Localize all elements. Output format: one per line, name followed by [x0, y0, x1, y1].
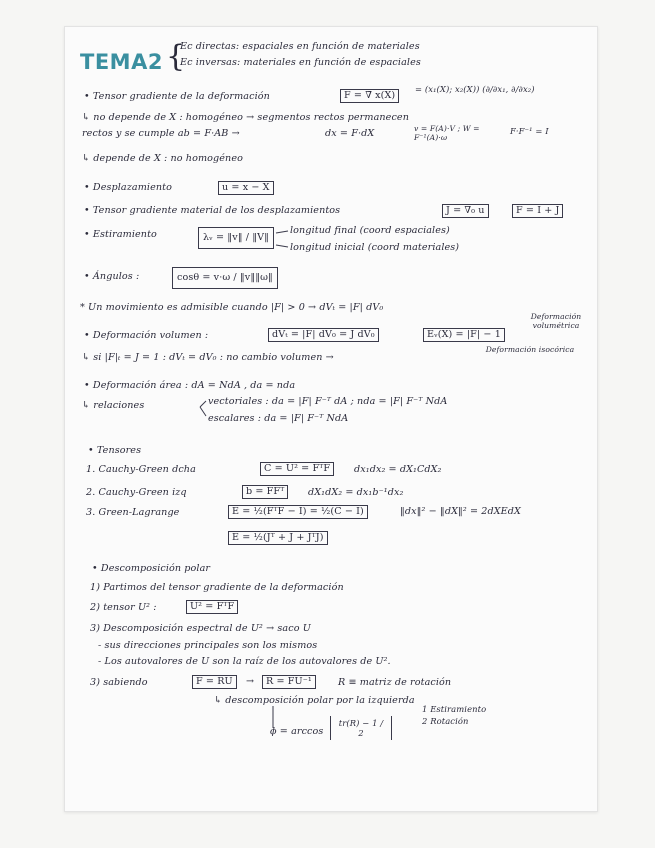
area-label: • Deformación área : dA = NdA , da = nda — [84, 380, 296, 391]
arrow-initial-length — [276, 245, 288, 247]
gradient-note-1: ↳ no depende de X : homogéneo → segmentos rectos permanecen — [82, 112, 409, 123]
page-title: TEMA2 — [80, 50, 163, 74]
intro-direct: Ec directas: espaciales en función de materiales — [180, 41, 420, 52]
area-relations: ↳ relaciones — [82, 400, 145, 411]
gradient-note-3: ↳ depende de X : no homogéneo — [82, 153, 243, 164]
volume-formula-2: Eᵥ(X) = |F| − 1 — [423, 328, 505, 342]
polar-detail-2: - Los autovalores de U son la raíz de los autovalores de U². — [98, 656, 391, 667]
phi-formula-label: ϕ = arccos — [270, 726, 324, 737]
stretch-formula: λᵥ = ‖v‖ / ‖V‖ — [198, 227, 274, 249]
displacement-label: • Desplazamiento — [84, 182, 172, 193]
polar-step-2-label: 2) tensor U² : — [90, 602, 157, 613]
polar-step-2-formula: U² = FᵀF — [186, 600, 238, 614]
polar-left: ↳ descomposición polar por la izquierda — [214, 695, 415, 706]
polar-step-3: 3) Descomposición espectral de U² → saco U — [90, 623, 311, 634]
stretch-label: • Estiramiento — [84, 229, 157, 240]
green-lagrange-formula-2: E = ½(Jᵀ + J + JᵀJ) — [228, 531, 328, 545]
polar-step-4-label: 3) sabiendo — [90, 677, 148, 688]
admissible-text: * Un movimiento es admisible cuando |F| > 0 → dVₜ = |F| dV₀ — [80, 302, 384, 313]
volume-iso-note: Deformación isocórica — [485, 345, 575, 354]
polar-detail-1: - sus direcciones principales son los mismos — [98, 640, 318, 651]
arrow-scalar-relations — [200, 407, 206, 416]
gradient-matrix: = (x₁(X); x₂(X)) (∂/∂x₁, ∂/∂x₂) — [415, 84, 535, 94]
polar-step-4-formula-2: R = FU⁻¹ — [262, 675, 316, 689]
area-scalar: escalares : da = |F| F⁻ᵀ NdA — [208, 413, 349, 424]
cauchy-green-left-formula: b = FFᵀ — [242, 485, 288, 499]
green-lagrange-label: 3. Green-Lagrange — [86, 507, 180, 518]
intro-brace: { — [166, 39, 186, 74]
gradient-note-2a: rectos y se cumple ab = F·AB → — [82, 128, 240, 139]
polar-step-1: 1) Partimos del tensor gradiente de la deformación — [90, 582, 344, 593]
angles-label: • Ángulos : — [84, 271, 140, 282]
cauchy-green-left-label: 2. Cauchy-Green izq — [86, 487, 187, 498]
material-gradient-formula-2: F = I + J — [512, 204, 563, 218]
polar-label: • Descomposición polar — [92, 563, 211, 574]
intro-inverse: Ec inversas: materiales en función de espaciales — [180, 57, 421, 68]
green-lagrange-formula: E = ½(FᵀF − I) = ½(C − I) — [228, 505, 368, 519]
polar-left-rotation: 2 Rotación — [422, 716, 469, 726]
gradient-note-2c: v = F(A)·V ; W = F⁻¹(A)·ω — [414, 124, 480, 142]
phi-formula-fraction: tr(R) − 1 / 2 — [330, 716, 392, 740]
cauchy-green-right-note: dx₁dx₂ = dX₁CdX₂ — [354, 464, 442, 475]
cauchy-green-right-label: 1. Cauchy-Green dcha — [86, 464, 196, 475]
angles-formula: cosθ = v·ω / ‖v‖‖ω‖ — [172, 267, 278, 289]
cauchy-green-left-note: dX₁dX₂ = dx₁b⁻¹dx₂ — [308, 487, 404, 498]
volume-label: • Deformación volumen : — [84, 330, 209, 341]
polar-step-4-note: R ≡ matriz de rotación — [338, 677, 452, 688]
arrow-vector-relations — [200, 401, 206, 407]
gradient-label: • Tensor gradiente de la deformación — [84, 91, 270, 102]
displacement-formula: u = x − X — [218, 181, 274, 195]
material-gradient-formula-1: J = ∇₀ u — [442, 204, 489, 218]
polar-step-4-formula-1: F = RU — [192, 675, 237, 689]
arrow-final-length — [276, 231, 288, 233]
stretch-final: longitud final (coord espaciales) — [290, 225, 450, 236]
gradient-note-2d: F·F⁻¹ = I — [510, 126, 549, 136]
polar-left-stretch: 1 Estiramiento — [422, 704, 487, 714]
green-lagrange-note: ‖dx‖² − ‖dX‖² = 2dXEdX — [400, 506, 521, 517]
area-vector: vectoriales : da = |F| F⁻ᵀ dA ; nda = |F| F⁻ᵀ NdA — [208, 396, 448, 407]
stretch-initial: longitud inicial (coord materiales) — [290, 242, 460, 253]
volume-iso: ↳ si |F|ₜ = J = 1 : dVₜ = dV₀ : no cambio volumen → — [82, 352, 334, 363]
volume-formula-1: dVₜ = |F| dV₀ = J dV₀ — [268, 328, 379, 342]
gradient-note-2b: dx = F·dX — [325, 128, 375, 139]
material-gradient-label: • Tensor gradiente material de los desplazamientos — [84, 205, 341, 216]
cauchy-green-right-formula: C = U² = FᵀF — [260, 462, 334, 476]
tensors-label: • Tensores — [88, 445, 142, 456]
volume-note: Deformación volumétrica — [530, 312, 582, 330]
gradient-formula: F = ∇̃ x(X) — [340, 89, 399, 103]
